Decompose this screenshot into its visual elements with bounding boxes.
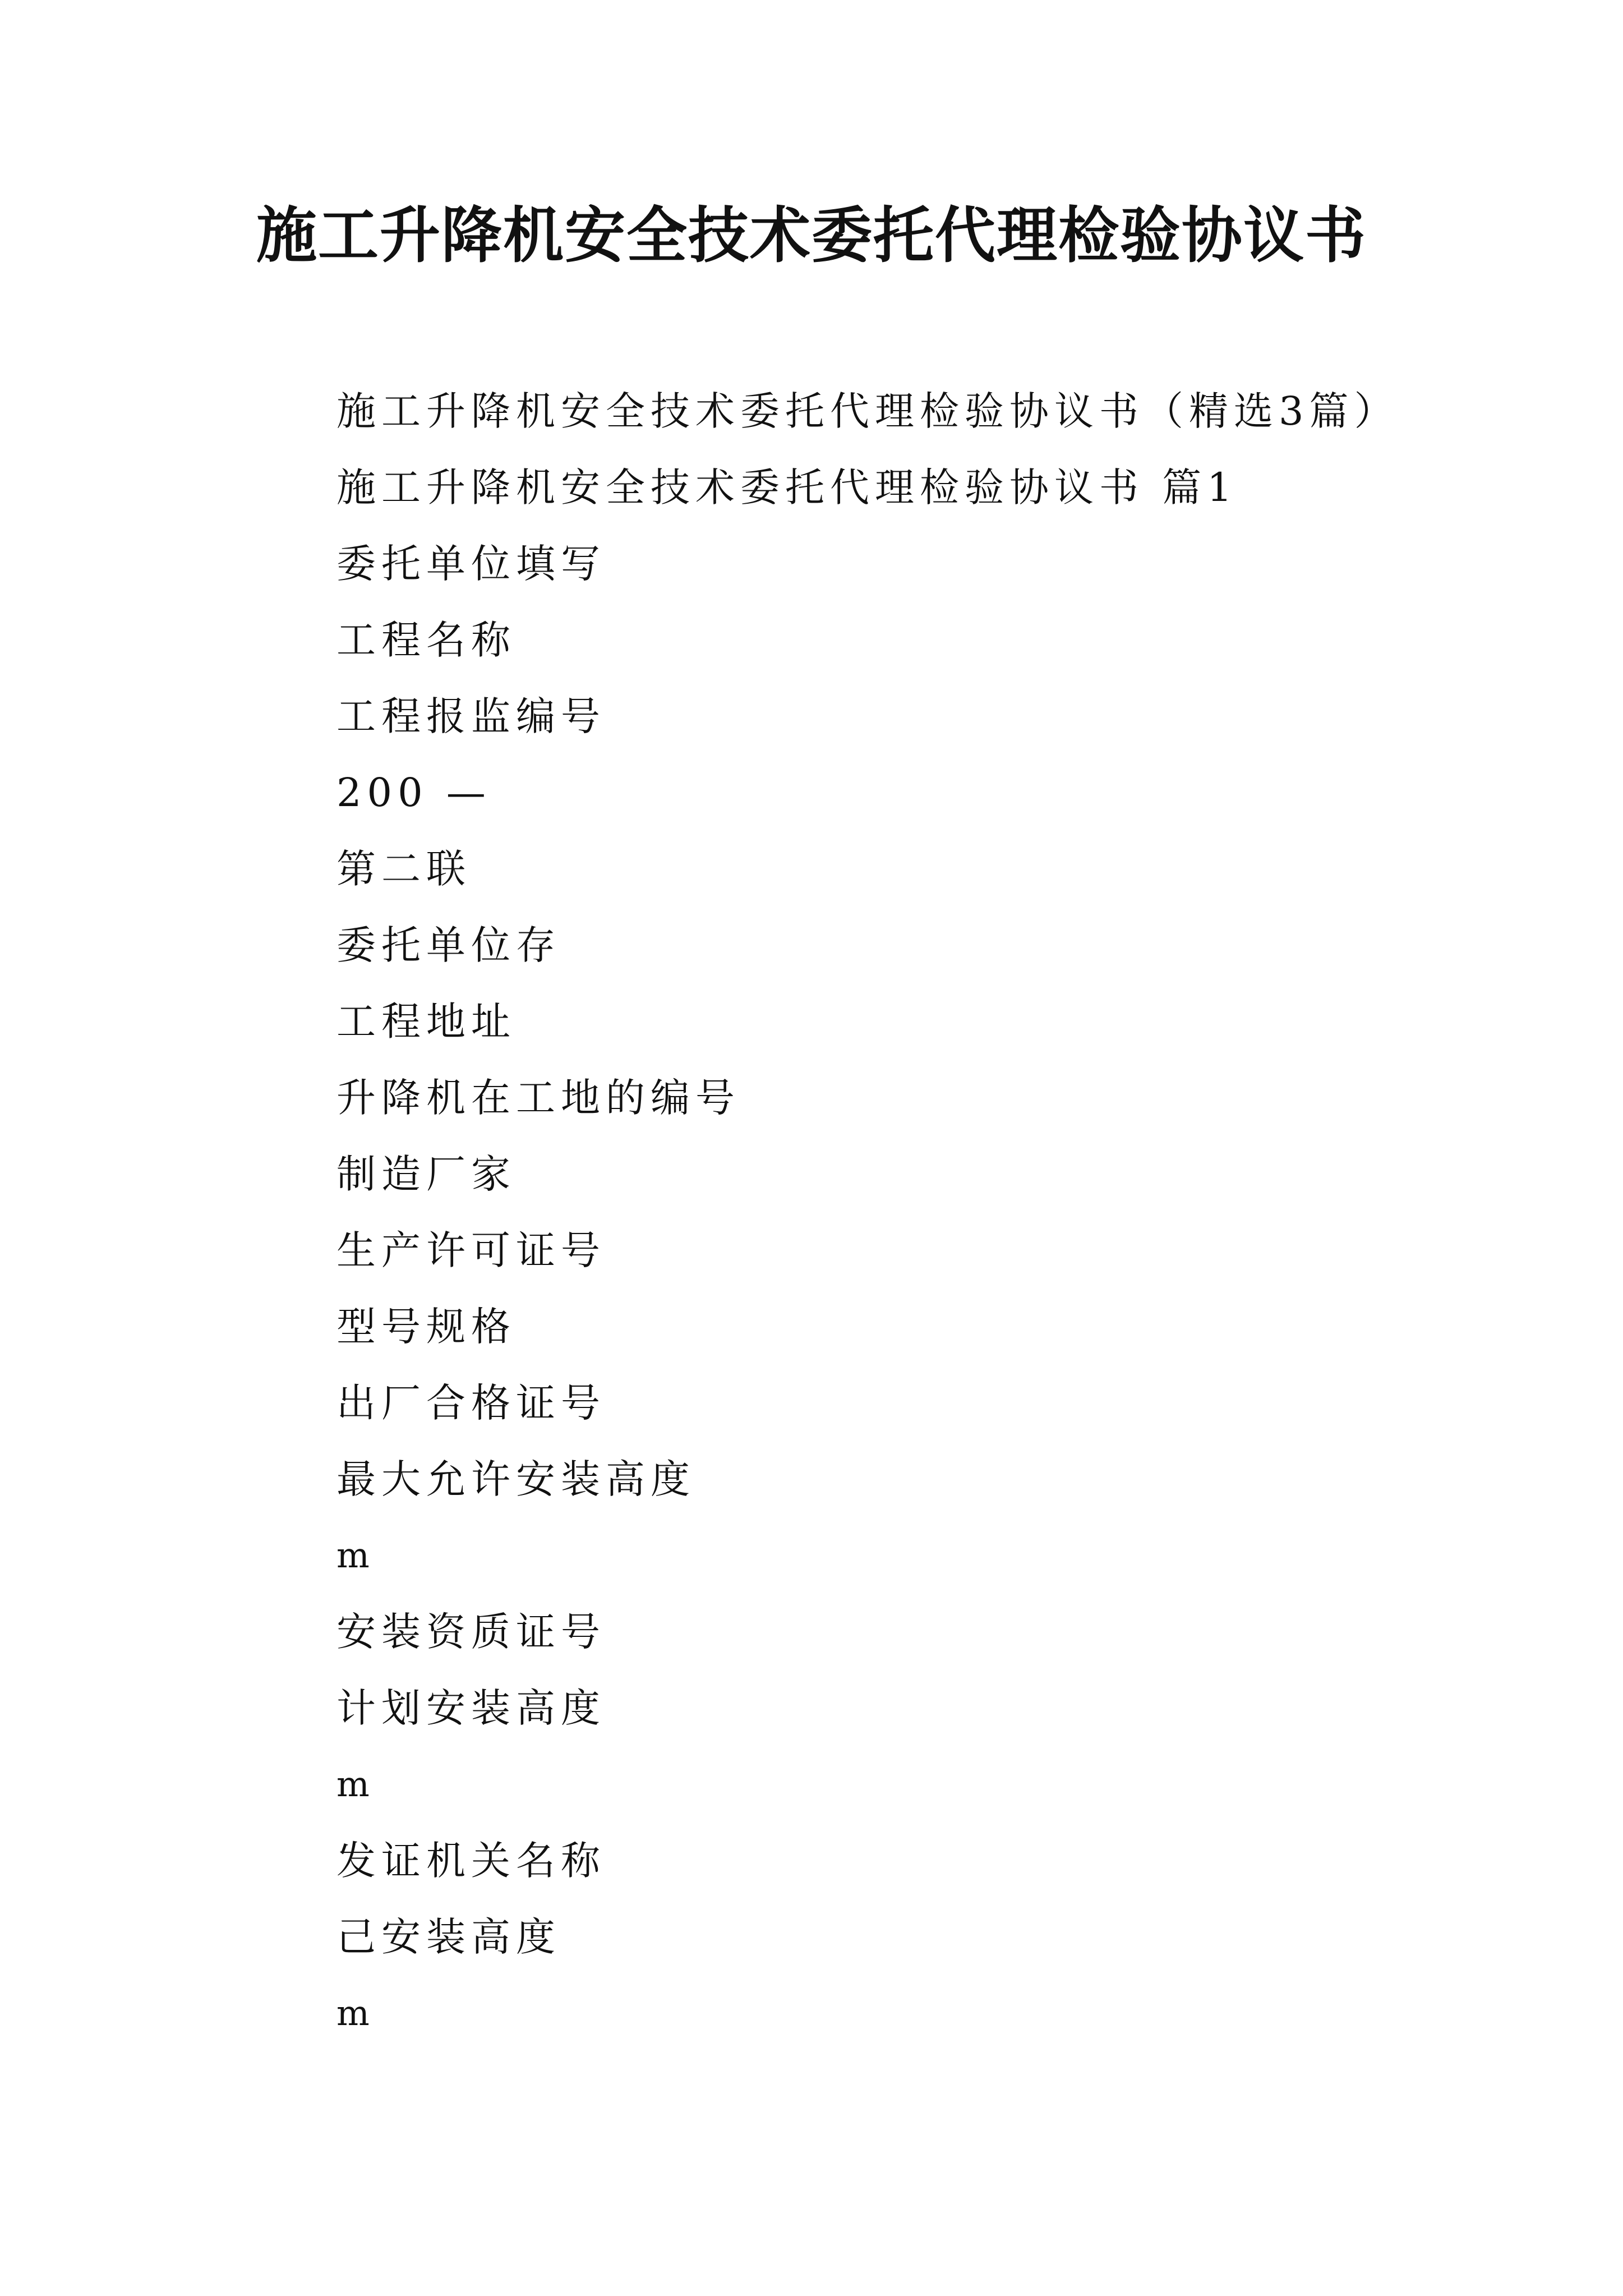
document-body — [336, 373, 1514, 2051]
unit-label: m — [336, 1535, 370, 1576]
body-line: 安装资质证号 — [336, 1609, 606, 1655]
body-line: 委托单位存 — [336, 922, 561, 968]
body-line: 工程地址 — [336, 999, 516, 1045]
body-line-subtitle: 施工升降机安全技术委托代理检验协议书（精选3篇） — [336, 388, 1399, 434]
unit-label: m — [336, 1993, 370, 2033]
body-line: 第二联 — [336, 846, 471, 892]
body-line-section-heading: 施工升降机安全技术委托代理检验协议书 篇1 — [336, 464, 1238, 510]
body-line: 工程名称 — [336, 617, 516, 663]
body-line: 发证机关名称 — [336, 1838, 606, 1884]
body-line: 生产许可证号 — [336, 1227, 606, 1273]
body-line: 出厂合格证号 — [336, 1380, 606, 1426]
document-title: 施工升降机安全技术委托代理检验协议书 — [256, 200, 1367, 271]
body-line: 委托单位填写 — [336, 541, 606, 587]
body-line: 型号规格 — [336, 1304, 516, 1350]
body-line: 升降机在工地的编号 — [336, 1075, 740, 1121]
body-line: 计划安装高度 — [336, 1685, 606, 1731]
body-line: 最大允许安装高度 — [336, 1456, 695, 1502]
body-line: 制造厂家 — [336, 1151, 516, 1197]
unit-label: m — [336, 1764, 370, 1805]
body-line: 200 — — [336, 770, 491, 816]
body-line: 工程报监编号 — [336, 693, 606, 739]
body-line: 己安装高度 — [336, 1914, 561, 1960]
